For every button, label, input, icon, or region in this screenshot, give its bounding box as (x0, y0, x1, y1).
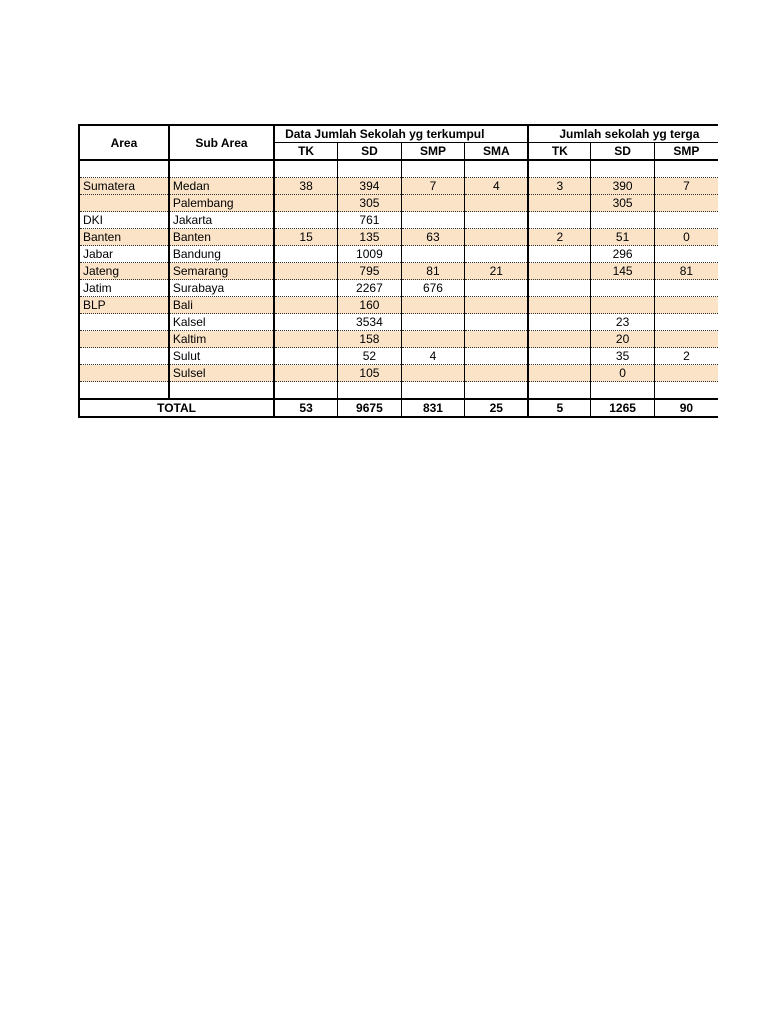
cell-value (465, 280, 529, 297)
cell-value (338, 160, 402, 178)
cell-value: 1009 (338, 246, 402, 263)
cell-value (401, 331, 465, 348)
cell-value: 795 (338, 263, 402, 280)
col-header-sma: SMA (465, 143, 529, 161)
cell-value: 35 (591, 348, 655, 365)
cell-value (654, 195, 718, 212)
total-cell: 5 (528, 399, 590, 417)
cell-value (591, 297, 655, 314)
table-row (79, 229, 718, 246)
cell-area (79, 195, 169, 212)
cell-value (465, 297, 529, 314)
cell-value (465, 229, 529, 246)
cell-value (465, 195, 529, 212)
cell-sub-area: Surabaya (169, 280, 274, 297)
cell-value (401, 246, 465, 263)
cell-value (654, 331, 718, 348)
cell-area: Jabar (79, 246, 169, 263)
cell-value (274, 331, 338, 348)
cell-value: 81 (654, 263, 718, 280)
table-row (79, 382, 718, 400)
table-row (79, 348, 718, 365)
cell-value (528, 365, 590, 382)
cell-value (528, 331, 590, 348)
cell-value: 38 (274, 178, 338, 195)
cell-area (79, 348, 169, 365)
cell-sub-area: Sulut (169, 348, 274, 365)
cell-value: 305 (591, 195, 655, 212)
table-body (79, 160, 718, 399)
cell-value (401, 314, 465, 331)
total-cell: 9675 (338, 399, 402, 417)
cell-value (338, 382, 402, 400)
cell-value (274, 297, 338, 314)
cell-value (465, 365, 529, 382)
cell-value (465, 160, 529, 178)
cell-value: 7 (654, 178, 718, 195)
cell-value (274, 263, 338, 280)
header-area: Area (79, 125, 169, 160)
cell-sub-area: Bandung (169, 246, 274, 263)
cell-value: 4 (465, 178, 529, 195)
cell-value (528, 348, 590, 365)
table-row (79, 178, 718, 195)
cell-value (591, 382, 655, 400)
cell-value (465, 382, 529, 400)
cell-area (79, 365, 169, 382)
cell-area (79, 314, 169, 331)
cell-sub-area: Semarang (169, 263, 274, 280)
header-sub-area: Sub Area (169, 125, 274, 160)
col-header-tk: TK (274, 143, 338, 161)
cell-value (654, 246, 718, 263)
cell-sub-area: Medan (169, 178, 274, 195)
cell-value: 105 (338, 365, 402, 382)
school-data-table (78, 124, 718, 418)
cell-value (528, 263, 590, 280)
cell-value (401, 365, 465, 382)
cell-value (528, 195, 590, 212)
cell-value (528, 246, 590, 263)
cell-value: 2 (654, 348, 718, 365)
cell-value (528, 160, 590, 178)
cell-value: 0 (591, 365, 655, 382)
cell-value: 390 (591, 178, 655, 195)
table-row (79, 195, 718, 212)
cell-value (401, 195, 465, 212)
cell-value (401, 212, 465, 229)
table-row (79, 263, 718, 280)
cell-value: 305 (338, 195, 402, 212)
table-row (79, 212, 718, 229)
cell-value (274, 348, 338, 365)
cell-value: 761 (338, 212, 402, 229)
cell-value: 676 (401, 280, 465, 297)
table-row (79, 314, 718, 331)
cell-value (528, 297, 590, 314)
table-row (79, 297, 718, 314)
cell-area: Jatim (79, 280, 169, 297)
cell-value: 3534 (338, 314, 402, 331)
cell-value (654, 280, 718, 297)
cell-value: 7 (401, 178, 465, 195)
cell-value (465, 212, 529, 229)
cell-value (528, 382, 590, 400)
cell-value (274, 314, 338, 331)
cell-value (465, 331, 529, 348)
cell-area: BLP (79, 297, 169, 314)
cell-value (401, 160, 465, 178)
cell-sub-area: Sulsel (169, 365, 274, 382)
cell-value (274, 382, 338, 400)
total-label: TOTAL (79, 399, 274, 417)
col-header-sd-2: SD (591, 143, 655, 161)
cell-value: 394 (338, 178, 402, 195)
cell-value (528, 280, 590, 297)
cell-area (79, 382, 169, 400)
cell-value: 20 (591, 331, 655, 348)
table-row (79, 365, 718, 382)
table-row (79, 331, 718, 348)
cell-value: 52 (338, 348, 402, 365)
cell-value: 296 (591, 246, 655, 263)
cell-value: 2 (528, 229, 590, 246)
cell-sub-area (169, 160, 274, 178)
cell-value: 63 (401, 229, 465, 246)
cell-value (528, 314, 590, 331)
cell-area: DKI (79, 212, 169, 229)
cell-value: 0 (654, 229, 718, 246)
spreadsheet-viewport (78, 124, 700, 418)
table-row (79, 280, 718, 297)
cell-value: 160 (338, 297, 402, 314)
cell-sub-area (169, 382, 274, 400)
cell-value (465, 246, 529, 263)
cell-value: 145 (591, 263, 655, 280)
cell-value (274, 365, 338, 382)
total-cell: 1265 (591, 399, 655, 417)
cell-value: 15 (274, 229, 338, 246)
cell-value (465, 348, 529, 365)
col-header-sd: SD (338, 143, 402, 161)
total-cell: 90 (654, 399, 718, 417)
cell-value (654, 365, 718, 382)
cell-area (79, 331, 169, 348)
cell-value (274, 280, 338, 297)
cell-sub-area: Kalsel (169, 314, 274, 331)
cell-sub-area: Kaltim (169, 331, 274, 348)
cell-value: 23 (591, 314, 655, 331)
header-schools-partial: Jumlah sekolah yg terga (528, 125, 718, 143)
cell-area: Jateng (79, 263, 169, 280)
cell-value (654, 382, 718, 400)
cell-value: 51 (591, 229, 655, 246)
cell-value (591, 280, 655, 297)
cell-value (401, 297, 465, 314)
total-cell: 831 (401, 399, 465, 417)
cell-value: 158 (338, 331, 402, 348)
header-data-collected: Data Jumlah Sekolah yg terkumpul (274, 125, 528, 143)
cell-value (274, 212, 338, 229)
col-header-tk-2: TK (528, 143, 590, 161)
cell-value (591, 212, 655, 229)
cell-sub-area: Jakarta (169, 212, 274, 229)
cell-value (274, 246, 338, 263)
cell-value (654, 314, 718, 331)
cell-value: 4 (401, 348, 465, 365)
cell-sub-area: Bali (169, 297, 274, 314)
table-row (79, 160, 718, 178)
cell-value (274, 160, 338, 178)
cell-area: Sumatera (79, 178, 169, 195)
cell-value (401, 382, 465, 400)
cell-value (654, 212, 718, 229)
cell-value: 2267 (338, 280, 402, 297)
total-cell: 53 (274, 399, 338, 417)
col-header-smp-2: SMP (654, 143, 718, 161)
cell-value (654, 160, 718, 178)
cell-sub-area: Banten (169, 229, 274, 246)
table-row (79, 246, 718, 263)
total-row (79, 399, 718, 417)
cell-value: 21 (465, 263, 529, 280)
col-header-smp: SMP (401, 143, 465, 161)
cell-area (79, 160, 169, 178)
cell-value (591, 160, 655, 178)
cell-value: 81 (401, 263, 465, 280)
cell-value (654, 297, 718, 314)
cell-sub-area: Palembang (169, 195, 274, 212)
cell-value (465, 314, 529, 331)
cell-value (274, 195, 338, 212)
total-cell: 25 (465, 399, 529, 417)
cell-value (528, 212, 590, 229)
cell-area: Banten (79, 229, 169, 246)
cell-value: 3 (528, 178, 590, 195)
cell-value: 135 (338, 229, 402, 246)
